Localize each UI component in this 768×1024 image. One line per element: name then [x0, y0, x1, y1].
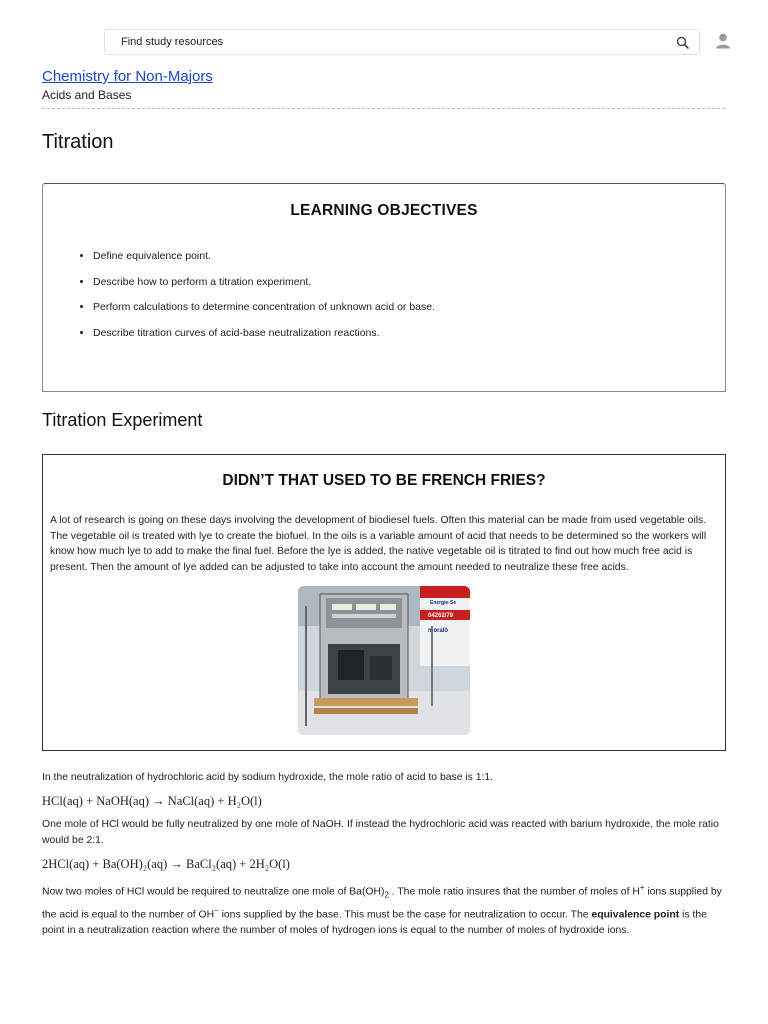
- page-title: Titration: [42, 131, 114, 153]
- feature-title: DIDN’T THAT USED TO BE FRENCH FRIES?: [222, 472, 546, 489]
- paragraph: In the neutralization of hydrochloric acid by sodium hydroxide, the mole ratio of acid to base is 1:1.: [42, 772, 494, 783]
- search-input[interactable]: [105, 30, 665, 54]
- list-item: • Perform calculations to determine concentration of unknown acid or base.: [93, 301, 435, 327]
- list-item: • Define equivalence point.: [93, 250, 435, 276]
- photo-sign-line-2: 04262/79: [428, 613, 454, 619]
- learning-objectives-list: [81, 250, 435, 352]
- divider: [42, 108, 725, 109]
- feature-text: A lot of research is going on these days involving the development of biodiesel fuels. Often this material can be made from used vegetable oils. The vegetable oil is treated with lye to create the biofuel. In the oils is a variable amount of acid that needs to be determined so the workers will know how much lye to add to make the final fuel. Before the lye is added, the native vegetable oil is titrated to find out how much free acid is present. Then the amount of lye added can be adjusted to take into account the amount needed to neutralize these free acids.: [50, 515, 707, 573]
- search-bar: [104, 29, 700, 55]
- paragraph: Now two moles of HCl would be required to neutralize one mole of $Ba(OH)_2$ . The mole ratio insures that the number of moles of H+ ions supplied by the acid is equal to the number of OH− ions supplied by the base. This must be the case for neutralization to occur. The equivalence point is the point in a neutralization reaction where the number of moles of hydrogen ions is equal to the number of moles of hydroxide ions.: [42, 883, 722, 937]
- photo-sign-line-1: Energie-Se: [430, 600, 457, 606]
- learning-objectives-title: LEARNING OBJECTIVES: [290, 202, 478, 219]
- search-icon[interactable]: [675, 35, 691, 51]
- list-item: • Describe how to perform a titration experiment.: [93, 276, 435, 302]
- breadcrumb-book-link[interactable]: Chemistry for Non-Majors: [42, 68, 213, 85]
- breadcrumb-chapter: Acids and Bases: [42, 88, 132, 102]
- equation: 2HCl(aq) + Ba(OH)₂(aq) → BaCl₂(aq) + 2H₂O(l): [42, 857, 290, 871]
- list-item: • Describe titration curves of acid-base neutralization reactions.: [93, 327, 435, 353]
- equation: HCl(aq) + NaOH(aq) → NaCl(aq) + H₂O(l): [42, 794, 262, 808]
- photo-sign-line-3: moralö: [428, 628, 449, 634]
- section-heading: Titration Experiment: [42, 410, 203, 430]
- paragraph: One mole of HCl would be fully neutralized by one mole of NaOH. If instead the hydrochloric acid was reacted with barium hydroxide, the mole ratio would be 2:1.: [42, 819, 719, 846]
- equivalence-point-term: equivalence point: [591, 909, 680, 921]
- biodiesel-pump-photo: [298, 586, 470, 735]
- learning-objectives-box: [42, 183, 726, 392]
- feature-box: [42, 454, 726, 751]
- user-icon[interactable]: [714, 32, 732, 50]
